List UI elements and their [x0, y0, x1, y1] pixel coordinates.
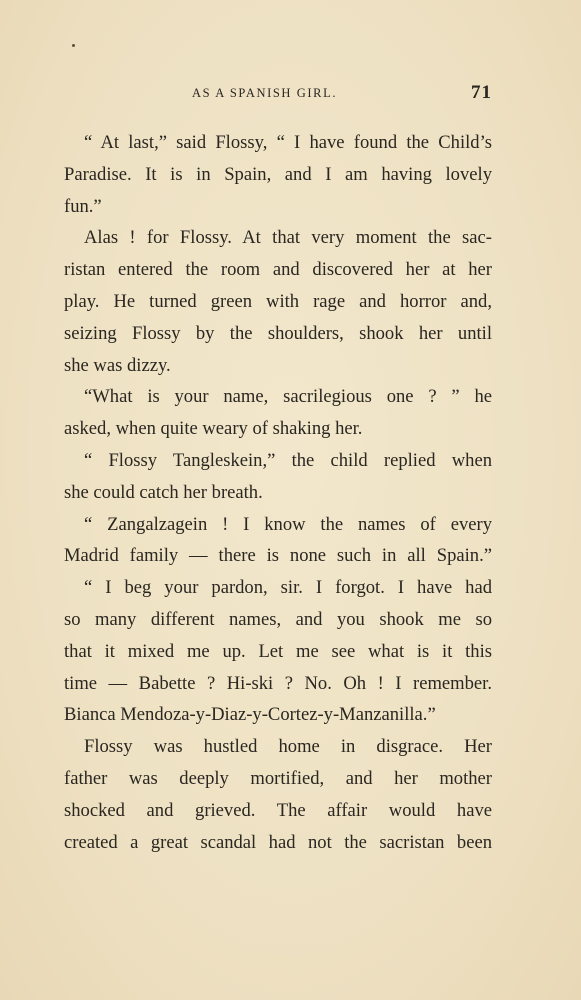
- running-title: AS A SPANISH GIRL.: [192, 86, 338, 100]
- text-line: Bianca Mendoza-y-Diaz-y-Cortez-y-Manzanilla.”: [64, 704, 436, 726]
- text-line: created a great scandal had not the sacristan been: [64, 831, 492, 853]
- text-line: “ Flossy Tangleskein,” the child replied when: [84, 449, 492, 471]
- text-line: shocked and grieved. The affair would have: [64, 799, 492, 821]
- text-line: Alas ! for Flossy. At that very moment the sac-: [84, 227, 492, 249]
- text-line: asked, when quite weary of shaking her.: [64, 418, 363, 440]
- text-line: she could catch her breath.: [64, 481, 263, 503]
- page-number: 71: [471, 82, 492, 103]
- text-line: play. He turned green with rage and horror and,: [64, 290, 492, 312]
- text-line: so many different names, and you shook me so: [64, 608, 492, 630]
- text-line: father was deeply mortified, and her mother: [64, 767, 492, 789]
- text-line: “ At last,” said Flossy, “ I have found the Child’s: [84, 132, 492, 153]
- text-line: Madrid family — there is none such in all Spain.”: [64, 545, 492, 567]
- text-line: “What is your name, sacrilegious one ? ” he: [84, 386, 492, 408]
- text-line: Paradise. It is in Spain, and I am having lovely: [64, 163, 492, 185]
- text-line: that it mixed me up. Let me see what is it this: [64, 640, 492, 662]
- text-line: time — Babette ? Hi-ski ? No. Oh ! I remember.: [64, 672, 492, 694]
- text-line: ristan entered the room and discovered her at her: [64, 259, 492, 281]
- text-line: Flossy was hustled home in disgrace. Her: [84, 736, 492, 758]
- body-text: [64, 127, 492, 858]
- text-line: “ I beg your pardon, sir. I forgot. I have had: [84, 577, 492, 599]
- text-line: she was dizzy.: [64, 354, 171, 376]
- text-line: fun.”: [64, 195, 102, 217]
- text-line: seizing Flossy by the shoulders, shook her until: [64, 322, 492, 344]
- running-head: [64, 84, 492, 108]
- text-line: “ Zangalzagein ! I know the names of every: [84, 513, 492, 535]
- paper-speck: [72, 44, 75, 47]
